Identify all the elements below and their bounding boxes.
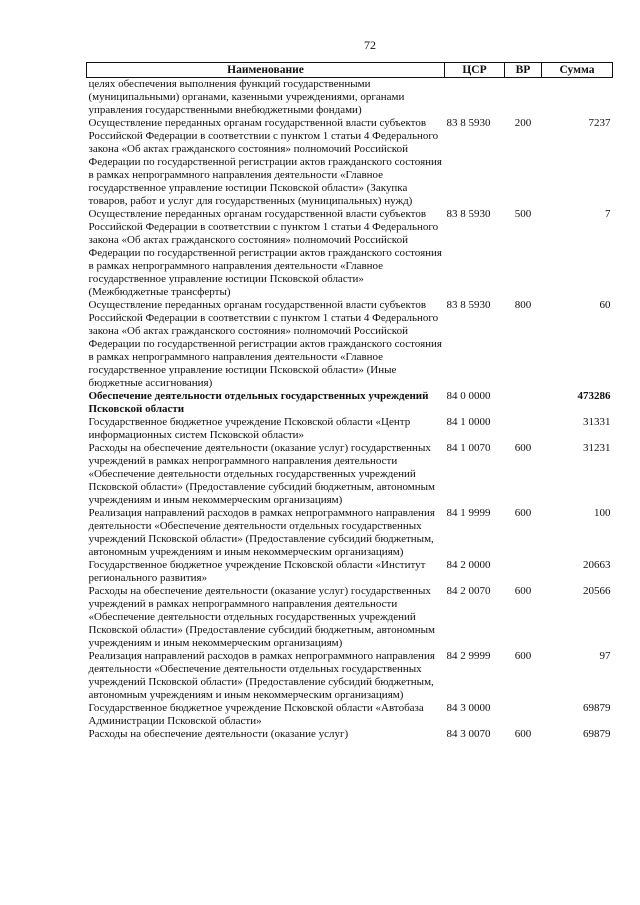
cell-csr: 84 1 0000 [446, 416, 491, 428]
cell-name: Осуществление переданных органам государственной власти субъектов Российской Федерации в соответствии с пунктом 1 статьи 4 Федерального закона «Об актах гражданского состояния» полномочий Российской Федерации по государственной регистрации актов гражданского состояния в рамках непрограммного направления деятельности «Главное государственное управление юстиции Псковской области» (Иные бюджетные ассигнования) [88, 299, 442, 389]
table-row [87, 416, 613, 442]
cell-vr [505, 559, 542, 585]
table-row [87, 585, 613, 650]
cell-vr: 200 [514, 117, 532, 129]
table-row [87, 559, 613, 585]
cell-vr: 800 [514, 299, 532, 311]
header-csr: ЦСР [445, 63, 505, 78]
cell-csr [445, 78, 505, 118]
cell-name: Расходы на обеспечение деятельности (оказание услуг) [88, 728, 349, 740]
cell-vr: 500 [514, 208, 532, 220]
cell-sum: 7237 [588, 117, 611, 129]
cell-name: Расходы на обеспечение деятельности (оказание услуг) государственных учреждений в рамках непрограммного направления деятельности «Обеспечение деятельности отдельных государственных учреждений Псковской области» (Предоставление субсидий бюджетным, автономным учреждениям и иным некоммерческим организациям) [88, 442, 435, 506]
table-row [87, 442, 613, 507]
cell-csr: 84 1 9999 [446, 507, 491, 519]
cell-name: Государственное бюджетное учреждение Псковской области «Центр информационных систем Псковской области» [88, 416, 411, 441]
table-row [87, 507, 613, 559]
header-vr: ВР [505, 63, 542, 78]
header-name: Наименование [87, 63, 445, 78]
cell-csr: 83 8 5930 [446, 299, 491, 311]
cell-sum: 7 [605, 208, 611, 220]
page-number: 72 [364, 38, 376, 52]
cell-vr: 600 [514, 650, 532, 662]
budget-table-container [86, 62, 612, 741]
table-row [87, 117, 613, 208]
cell-sum: 31331 [583, 416, 611, 428]
cell-vr: 600 [514, 585, 532, 597]
table-row [87, 702, 613, 728]
header-sum: Сумма [542, 63, 613, 78]
cell-sum: 97 [599, 650, 611, 662]
cell-name: Реализация направлений расходов в рамках непрограммного направления деятельности «Обеспечение деятельности отдельных государственных учреждений Псковской области» (Предоставление субсидий бюджетным, автономным учреждениям и иным некоммерческим организациям) [88, 650, 435, 701]
cell-vr [505, 78, 542, 118]
table-body [87, 78, 613, 742]
cell-name: целях обеспечения выполнения функций государственными (муниципальными) органами, казенными учреждениями, органами управления государственными внебюджетными фондами) [88, 78, 405, 116]
cell-sum: 100 [594, 507, 611, 519]
cell-name: Реализация направлений расходов в рамках непрограммного направления деятельности «Обеспечение деятельности отдельных государственных учреждений Псковской области» (Предоставление субсидий бюджетным, автономным учреждениям и иным некоммерческим организациям) [88, 507, 435, 558]
cell-sum: 31231 [583, 442, 611, 454]
cell-vr [505, 416, 542, 442]
cell-vr: 600 [514, 728, 532, 740]
table-row [87, 208, 613, 299]
cell-sum: 473286 [577, 390, 611, 402]
cell-csr: 84 0 0000 [446, 390, 491, 402]
cell-vr: 600 [514, 442, 532, 454]
cell-csr: 84 3 0070 [446, 728, 491, 740]
table-row [87, 299, 613, 390]
cell-csr: 84 2 0000 [446, 559, 491, 571]
cell-name: Осуществление переданных органам государственной власти субъектов Российской Федерации в соответствии с пунктом 1 статьи 4 Федерального закона «Об актах гражданского состояния» полномочий Российской Федерации по государственной регистрации актов гражданского состояния в рамках непрограммного направления деятельности «Главное государственное управление юстиции Псковской области» (Межбюджетные трансферты) [88, 208, 442, 298]
budget-table [86, 62, 613, 741]
cell-csr: 84 2 0070 [446, 585, 491, 597]
cell-csr: 84 3 0000 [446, 702, 491, 714]
cell-vr: 600 [514, 507, 532, 519]
cell-csr: 83 8 5930 [446, 117, 491, 129]
cell-name: Осуществление переданных органам государственной власти субъектов Российской Федерации в соответствии с пунктом 1 статьи 4 Федерального закона «Об актах гражданского состояния» полномочий Российской Федерации по государственной регистрации актов гражданского состояния в рамках непрограммного направления деятельности «Главное государственное управление юстиции Псковской области» (Закупка товаров, работ и услуг для государственных (муниципальных) нужд) [88, 117, 442, 207]
cell-name: Обеспечение деятельности отдельных государственных учреждений Псковской области [88, 390, 429, 415]
cell-sum: 60 [599, 299, 611, 311]
cell-csr: 83 8 5930 [446, 208, 491, 220]
cell-csr: 84 1 0070 [446, 442, 491, 454]
cell-vr [505, 390, 542, 416]
cell-vr [505, 702, 542, 728]
cell-sum: 69879 [583, 728, 611, 740]
table-row [87, 728, 613, 741]
cell-name: Государственное бюджетное учреждение Псковской области «Институт регионального развития» [88, 559, 426, 584]
table-row [87, 650, 613, 702]
table-header-row [87, 63, 613, 78]
cell-sum: 20663 [583, 559, 611, 571]
cell-sum: 69879 [583, 702, 611, 714]
cell-csr: 84 2 9999 [446, 650, 491, 662]
table-row-section [87, 390, 613, 416]
cell-name: Расходы на обеспечение деятельности (оказание услуг) государственных учреждений в рамках непрограммного направления деятельности «Обеспечение деятельности отдельных государственных учреждений Псковской области» (Предоставление субсидий бюджетным, автономным учреждениям и иным некоммерческим организациям) [88, 585, 435, 649]
cell-sum: 20566 [583, 585, 611, 597]
table-row [87, 78, 613, 118]
cell-sum [542, 78, 613, 118]
cell-name: Государственное бюджетное учреждение Псковской области «Автобаза Администрации Псковской области» [88, 702, 424, 727]
